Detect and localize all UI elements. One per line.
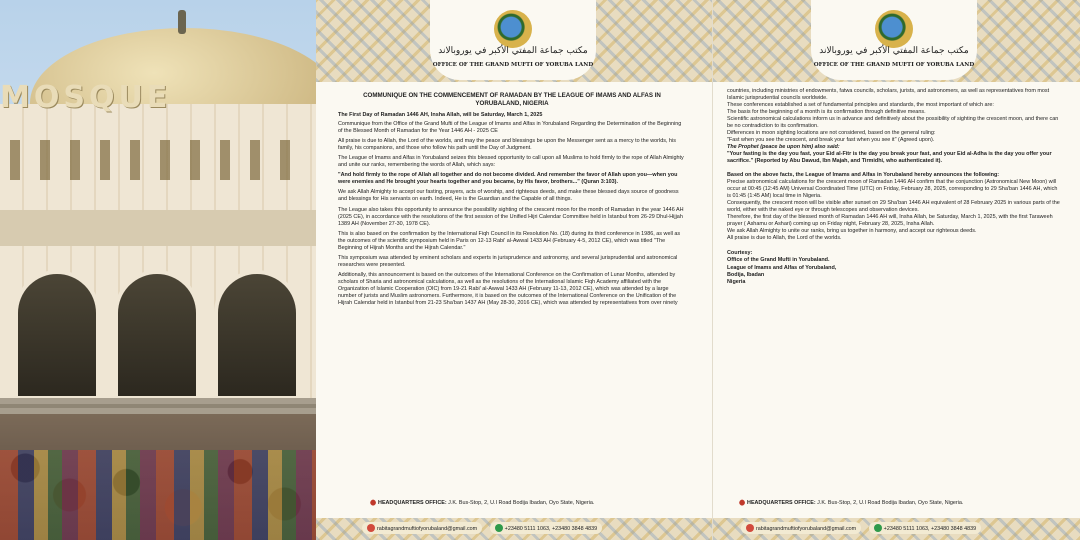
page-footer: [713, 496, 1080, 518]
quran-quote: "And hold firmly to the rope of Allah all together and do not become divided. And remember the favor of Allah upon you—when you were enemies and He brought your hearts together and you became, by His favor, brothers..." (Quran 3:103).: [338, 172, 678, 186]
paragraph: This is also based on the confirmation by the International Fiqh Council in its Resolution No. (18) during its third conference in 1986, as well as the outcomes of the scientific symposium held in Paris on 12-13 Rabi' al-Awwal 1433 AH (February 4-5, 2012 CE), which was titled "The Beginning of Hijrah Months and the Hijrah Calendar.": [338, 230, 681, 251]
paragraph: These conferences established a set of fundamental principles and standards, the most important of which are:: [727, 102, 994, 109]
page-pattern-bottom: [316, 518, 712, 540]
paragraph: We ask Allah Almighty to accept our fasting, prayers, acts of worship, and righteous deeds, and make these blessed days source of goodness and blessings for His servants on earth. Indeed, He is the Guardian and the Capable of all things.: [338, 189, 679, 203]
phone-chip: [869, 522, 981, 534]
location-pin-icon: ⬤: [370, 500, 377, 506]
phone-chip: [490, 522, 602, 534]
document-page-2: [712, 0, 1080, 540]
mosque-sign: MOSQUE: [0, 80, 172, 115]
document-page-1: [316, 0, 712, 540]
arabic-title: مكتب جماعة المفتي الأكبر في يوروبالاند: [819, 46, 969, 56]
globe-logo-icon: [875, 10, 913, 48]
courtesy-line: Bodija, Ibadan: [727, 271, 765, 278]
location-pin-icon: ⬤: [739, 500, 746, 506]
paragraph: This symposium was attended by eminent scholars and experts in jurisprudence and astronomy, and several jurisprudential and astronomical researches were presented.: [338, 254, 678, 268]
paragraph: All praise is due to Allah, the Lord of the worlds.: [727, 234, 842, 241]
paragraph: Consequently, the crescent moon will be visible after sunset on 29 Sha'ban 1446 AH equivalent of 28 February 2025 in various parts of the world, either with the naked eye or through telescopes and observation devices.: [727, 199, 1060, 213]
courtesy-line: Courtesy:: [727, 249, 753, 256]
courtesy-line: Nigeria: [727, 279, 746, 286]
mosque-windows: [10, 140, 310, 180]
arabic-title: مكتب جماعة المفتي الأكبر في يوروبالاند: [438, 46, 588, 56]
dome-finial: [178, 10, 186, 34]
page-1-body: [316, 92, 712, 510]
globe-logo-icon: [494, 10, 532, 48]
paragraph: The League also takes this opportunity to announce the possibility sighting of the crescent moon for the month of Ramadan in the year 1446 AH (2025 CE), in accordance with the resolutions of the first session of the Unified Hijri Calendar Committee held in Istanbul from 26-29 Dhul-Hijjah 1389 AH (November 27-30, 1978 CE).: [338, 206, 684, 227]
phone-text: +23480 5111 1063, +23480 3848 4839: [504, 526, 598, 532]
paragraph: The basis for the beginning of a month is its confirmation through definitive means.: [727, 109, 926, 116]
office-name: OFFICE OF THE GRAND MUFTI OF YORUBA LAND: [432, 62, 594, 68]
hq-label: HEADQUARTERS OFFICE:: [378, 500, 447, 506]
communique-title: COMMUNIQUE ON THE COMMENCEMENT OF RAMADAN BY THE LEAGUE OF IMAMS AND ALFAS IN YORUBALAND, NIGERIA: [363, 92, 661, 107]
paragraph: The League of Imams and Alfas in Yorubaland seizes this blessed opportunity to call upon all Muslims to hold firmly to the rope of Allah Almighty and unite our ranks, remembering the words of Allah, which says:: [338, 155, 684, 169]
email-text: rabitagrandmuftiofyorubaland@gmail.com: [377, 526, 478, 532]
facade-band: [0, 210, 316, 246]
email-text: rabitagrandmuftiofyorubaland@gmail.com: [756, 526, 857, 532]
prophet-heading: The Prophet (peace be upon him) also said:: [727, 144, 840, 151]
phone-icon: [495, 524, 503, 532]
hq-address: [370, 500, 594, 506]
email-chip: [362, 522, 482, 534]
hq-label: HEADQUARTERS OFFICE:: [747, 500, 816, 506]
mosque-photo: [0, 0, 316, 540]
email-icon: [367, 524, 375, 532]
office-name: OFFICE OF THE GRAND MUFTI OF YORUBA LAND: [813, 62, 975, 68]
paragraph: We ask Allah Almighty to unite our ranks, bring us together in harmony, and accept our righteous deeds.: [727, 227, 977, 234]
paragraph: Scientific astronomical calculations inform us in advance and definitively about the possibility of sighting the crescent moon, and there can be no contradiction to its confirmation.: [727, 116, 1059, 130]
page-pattern-bottom: [713, 518, 1080, 540]
letterhead: [430, 0, 596, 80]
paragraph: Therefore, the first day of the blessed month of Ramadan 1446 AH will, Insha Allah, be Saturday, March 1, 2025, with the first Taraweeh prayer ( Ashamu or Ashari) coming up on Friday night, February 28, 2025, Insha Allah.: [727, 213, 1053, 227]
paragraph: All praise is due to Allah, the Lord of the worlds, and may the peace and blessings be upon the Messenger sent as a mercy to the worlds, his family, his companions, and those who follow his path until the Day of Judgment.: [338, 138, 676, 152]
paragraph: Differences in moon sighting locations are not considered, based on the general ruling:: [727, 130, 936, 137]
crowd-clothing: [0, 450, 316, 540]
email-icon: [746, 524, 754, 532]
paragraph: Communique from the Office of the Grand Mufti of the League of Imams and Alfas in Yorubaland Regarding the Determination of the Beginning of the Blessed Month of Ramadan for the Year 1446 AH - 2025 CE: [338, 121, 682, 135]
page-footer: [316, 496, 712, 518]
paragraph: Precise astronomical calculations for the crescent moon of Ramadan 1446 AH confirm that the conjunction (Astronomical New Moon) will occur at 00:45 (12:45 AM) Universal Coordinated Time (UTC) on Friday, February 28, 2025, corresponding to 29 Sha'ban 1446 AH, which is 01:45 (1:45 AM) local time in Nigeria.: [727, 178, 1058, 199]
courtesy-line: League of Imams and Alfas of Yorubaland,: [727, 264, 837, 271]
hq-address-text: J.K. Bus-Stop, 2, U.I Road Bodija Ibadan, Oyo State, Nigeria.: [815, 500, 964, 506]
hq-address-text: J.K. Bus-Stop, 2, U.I Road Bodija Ibadan, Oyo State, Nigeria.: [446, 500, 595, 506]
phone-icon: [874, 524, 882, 532]
email-chip: [741, 522, 861, 534]
paragraph: Additionally, this announcement is based on the outcomes of the International Conference on the Confirmation of Lunar Months, attended by scholars of Sharia and astronomical calculations, as well as the resolutions of the International Islamic Fiqh Academy affiliated with the Organization of Islamic Cooperation (OIC) from 19-21 Rabi' al-Awwal 1433 AH (February 11-13, 2012 CE), which was attended by a large number of jurists and Muslim astronomers. Furthermore, it is based on the outcomes of the International Conference on the Unification of the Hijrah Calendar held in Istanbul from 21-23 Sha'ban 1437 AH (May 28-30, 2016 CE), which was attended by representatives from over ninety: [338, 271, 678, 307]
letterhead: [811, 0, 977, 80]
paragraph: "Fast when you see the crescent, and break your fast when you see it" (Agreed upon).: [727, 137, 935, 144]
date-line: The First Day of Ramadan 1446 AH, Insha Allah, will be Saturday, March 1, 2025: [338, 112, 543, 118]
phone-text: +23480 5111 1063, +23480 3848 4839: [883, 526, 977, 532]
hq-address: [739, 500, 963, 506]
page-2-body: [713, 88, 1080, 510]
courtesy-line: Office of the Grand Mufti in Yorubaland.: [727, 257, 830, 264]
contact-bar: [741, 522, 987, 536]
paragraph: countries, including ministries of endowments, fatwa councils, scholars, jurists, and astronomers, as well as representatives from most Islamic jurisprudential councils worldwide.: [727, 88, 1050, 102]
contact-bar: [362, 522, 608, 536]
courtesy-block: [727, 250, 1060, 286]
announcement-heading: Based on the above facts, the League of Imams and Alfas in Yorubaland hereby announces the following:: [727, 171, 1000, 178]
hadith-quote: "Your fasting is the day you fast, your Eid al-Fitr is the day you break your fast, and your Eid al-Adha is the day you offer your sacrifice." (Reported by Abu Dawud, Ibn Majah, and Tirmidhi, who authenticated it).: [727, 151, 1052, 165]
